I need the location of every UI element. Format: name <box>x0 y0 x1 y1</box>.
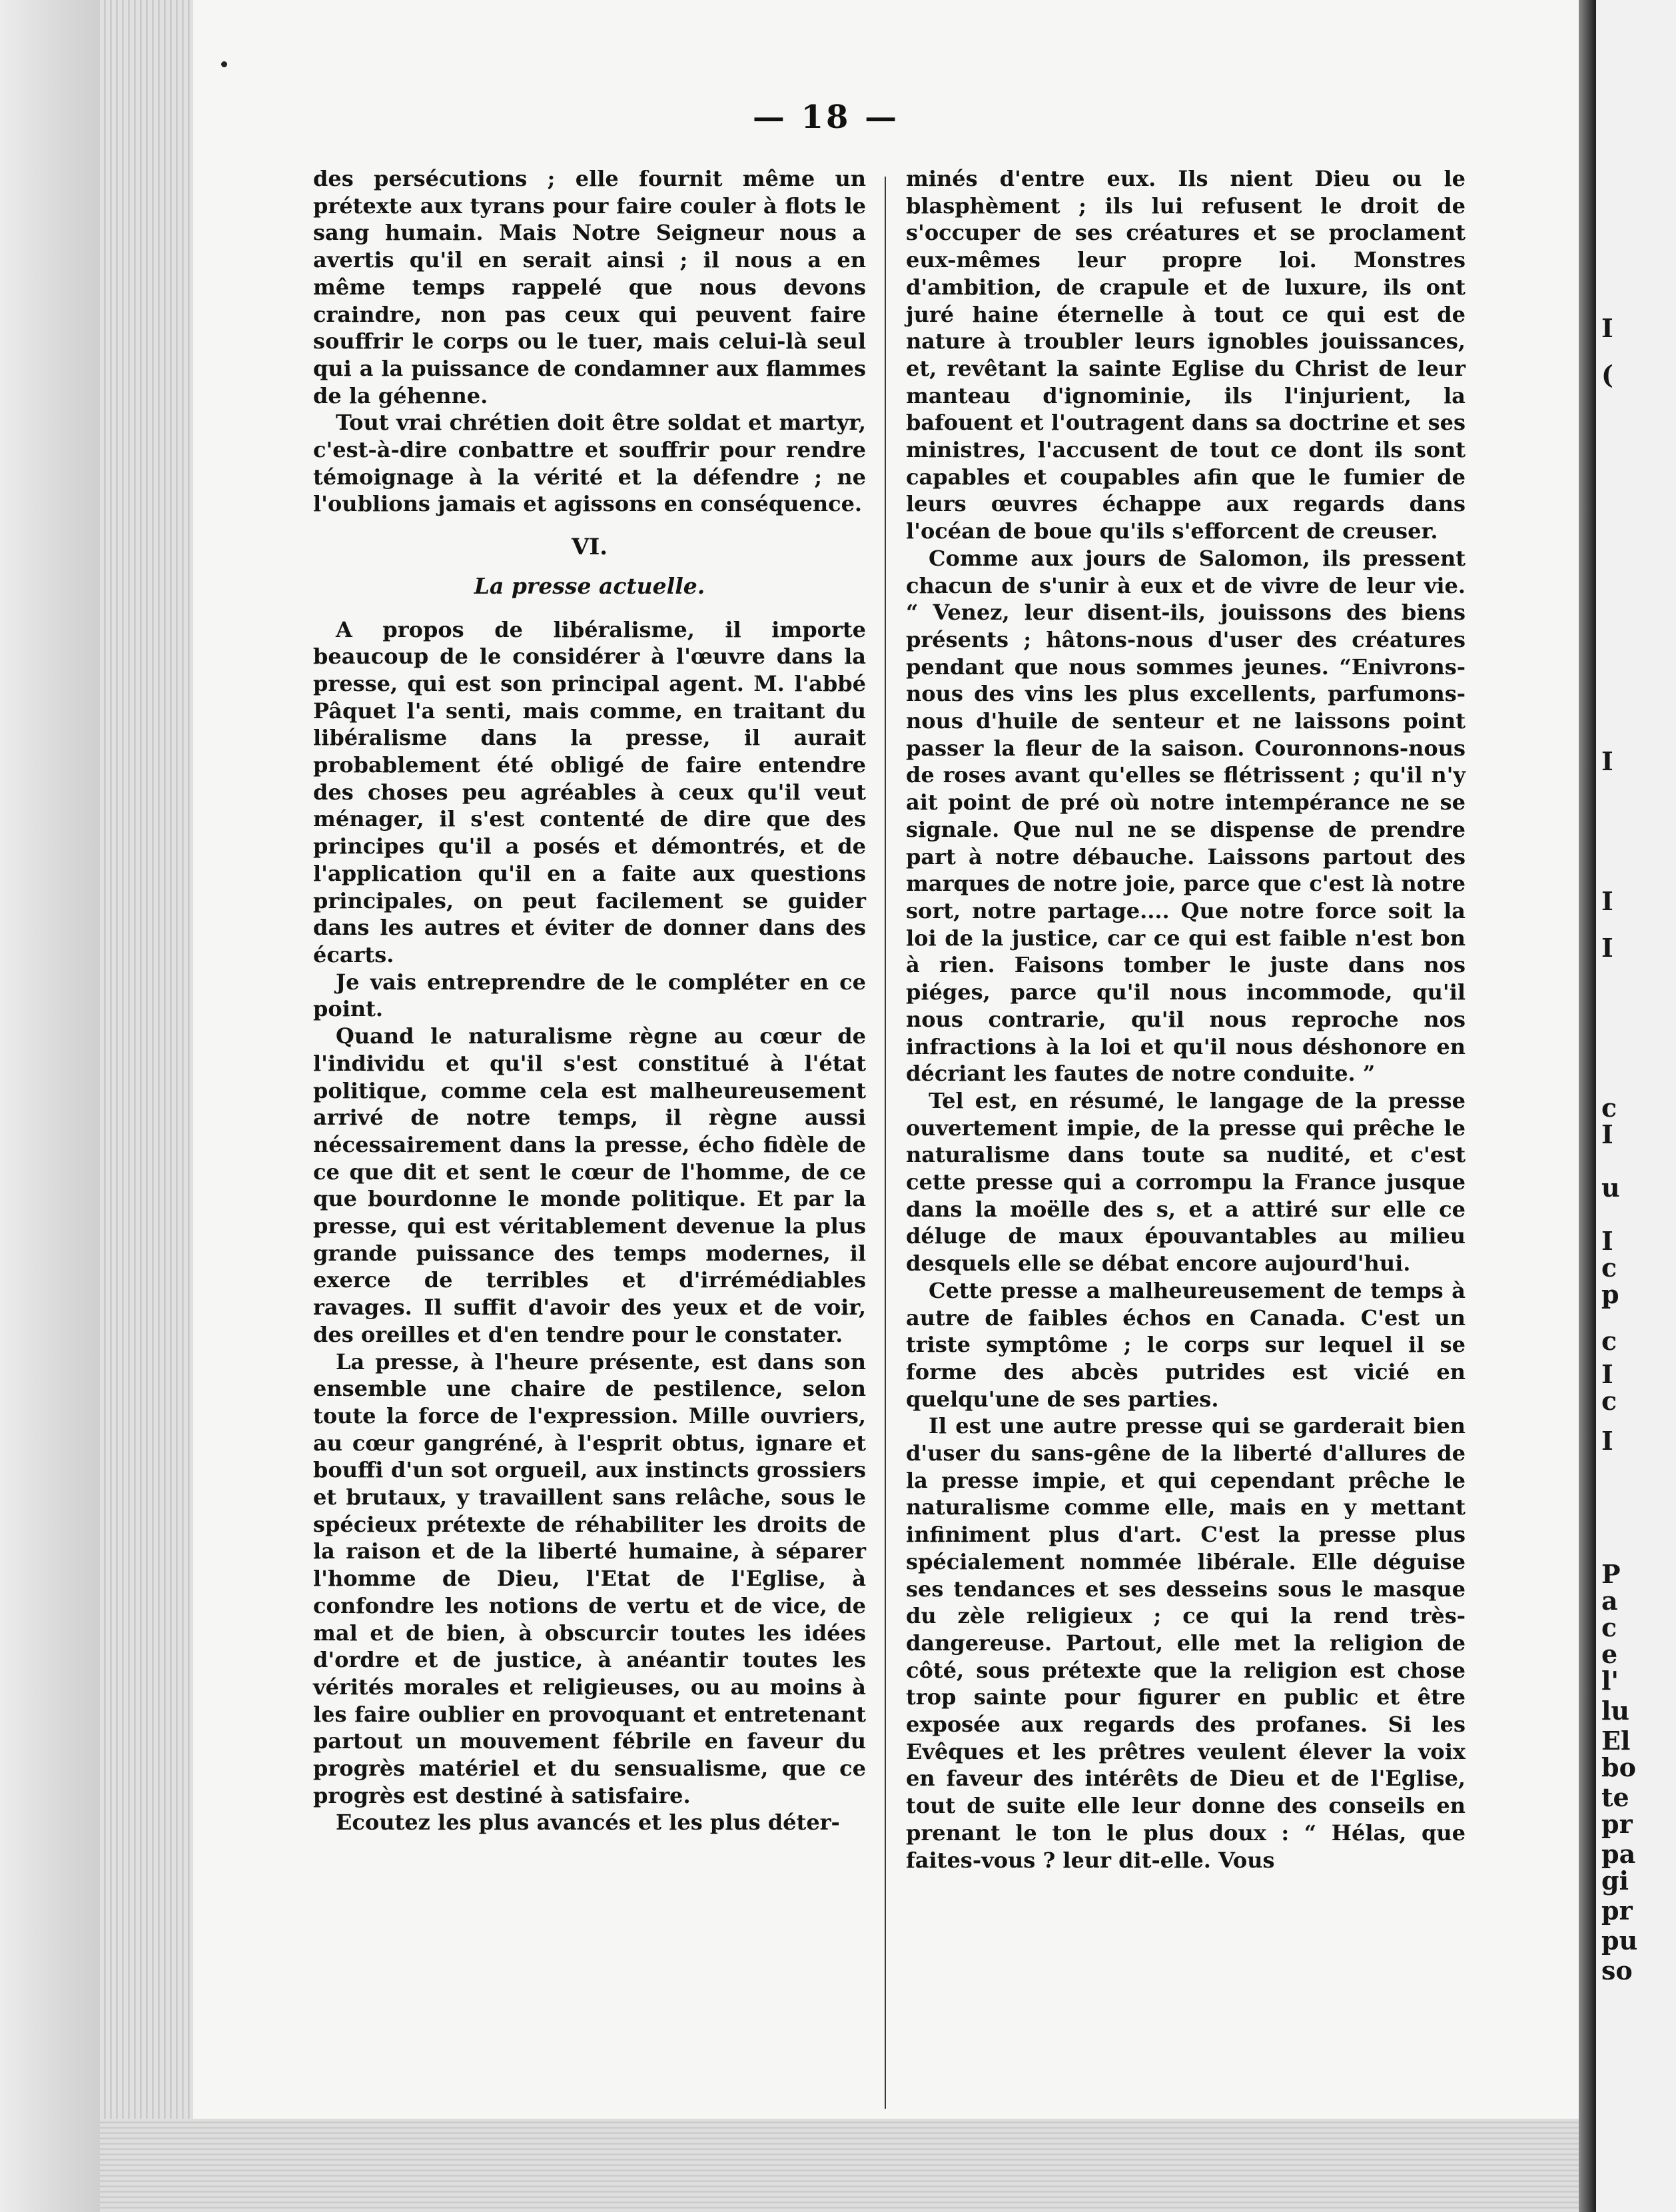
page-number: — 18 — <box>752 99 900 136</box>
fragment-line: l' <box>1601 1666 1619 1696</box>
book-gutter-shadow <box>1579 0 1596 2212</box>
fragment-line: I <box>1601 313 1613 343</box>
fragment-line: c <box>1601 1326 1617 1356</box>
paragraph: Cette presse a malheureusement de temps à autre de faibles échos en Canada. C'est un triste symptôme ; le corps sur lequel il se forme des abcès putrides est vicié en quelqu'une de ses parties. <box>906 1277 1466 1412</box>
fragment-line: p <box>1601 1279 1619 1309</box>
fragment-line: bo <box>1601 1752 1636 1782</box>
paragraph: des persécutions ; elle fournit même un prétexte aux tyrans pour faire couler à flots le sang humain. Mais Notre Seigneur nous a avertis qu'il en serait ainsi ; il nous a en même temps rappelé que nous devons craindre, non pas ceux qui peuvent faire souffrir le corps ou le tuer, mais celui-là seul qui a la puissance de condamner aux flammes de la géhenne. <box>313 166 866 408</box>
fragment-line: El <box>1601 1726 1631 1756</box>
right-column <box>906 165 1466 1874</box>
stacked-page-edges <box>100 0 193 2119</box>
fragment-line: I <box>1601 1226 1613 1256</box>
page-bottom-edges <box>100 2119 1579 2212</box>
fragment-line: ( <box>1601 360 1613 390</box>
fragment-line: lu <box>1601 1696 1630 1726</box>
fragment-line: I <box>1601 746 1613 776</box>
fragment-line: I <box>1601 886 1613 916</box>
paragraph: Comme aux jours de Salomon, ils pressent chacun de s'unir à eux et de vivre de leur vie. “ Venez, leur disent-ils, jouissons des biens présents ; hâtons-nous d'user des créatures pendant que nous sommes jeunes. “Enivrons-nous des vins les plus excellents, parfumons-nous d'huile de senteur et ne laissons point passer la fleur de la saison. Couronnons-nous de roses avant qu'elles se flétrissent ; qu'il n'y ait point de pré où notre intempérance ne se signale. Que nul ne se dispense de prendre part à notre débauche. Laissons partout des marques de notre joie, parce que c'est là notre sort, notre partage.... Que notre force soit la loi de la justice, car ce qui est faible n'est bon à rien. Faisons tomber le juste dans nos piéges, parce qu'il nous incommode, qu'il nous contrarie, qu'il nous reproche nos infractions à la loi et qu'il nous déshonore en décriant les fautes de notre conduite. ” <box>906 545 1466 1087</box>
fragment-line: pr <box>1601 1896 1633 1926</box>
fragment-line: I <box>1601 1426 1613 1456</box>
paragraph: minés d'entre eux. Ils nient Dieu ou le blasphèment ; ils lui refusent le droit de s'occuper de ses créatures et se proclament eux-mêmes leur propre loi. Monstres d'ambition, de crapule et de luxure, ils ont juré haine éternelle à tout ce qui est de nature à troubler leurs ignobles jouissances, et, revêtant la sainte Eglise du Christ de leur manteau d'ignominie, ils l'injurient, la bafouent et l'outragent dans sa doctrine et ses ministres, l'accusent de tout ce dont ils sont capables et coupables afin que le fumier de leurs œuvres échappe aux regards dans l'océan de boue qu'ils s'efforcent de creuser. <box>906 166 1466 544</box>
column-rule <box>885 177 886 2109</box>
fragment-line: u <box>1601 1173 1620 1203</box>
fragment-line: e <box>1601 1639 1618 1669</box>
speck <box>221 61 227 67</box>
paragraph: Ecoutez les plus avancés et les plus déter- <box>336 1810 840 1836</box>
fragment-line: pr <box>1601 1809 1633 1839</box>
fragment-line: so <box>1601 1955 1633 1985</box>
paragraph: La presse, à l'heure présente, est dans son ensemble une chaire de pestilence, selon toute la force de l'expression. Mille ouvriers, au cœur gangréné, à l'esprit obtus, ignare et bouffi d'un sot orgueil, aux instincts grossiers et brutaux, y travaillent sans relâche, sous le spécieux prétexte de réhabiliter les droits de la raison et de la liberté humaine, à séparer l'homme de Dieu, l'Etat de l'Eglise, à confondre les notions de vertu et de vice, de mal et de bien, à obscurcir toutes les idées d'ordre et de justice, à anéantir toutes les vérités morales et religieuses, ou au moins à les faire oublier en provoquant et entretenant partout un mouvement fébrile en faveur du progrès matériel et du sensualisme, que ce progrès est destiné à satisfaire. <box>313 1349 866 1808</box>
paragraph: Quand le naturalisme règne au cœur de l'individu et qu'il s'est constitué à l'état politique, comme cela est malheureusement arrivé de notre temps, il règne aussi nécessairement dans la presse, écho fidèle de ce que dit et sent le cœur de l'homme, de ce que bourdonne le monde politique. Et par la presse, qui est véritablement devenue la plus grande puissance des temps modernes, il exerce de terribles et d'irrémédiables ravages. Il suffit d'avoir des yeux et de voir, des oreilles et d'en tendre pour le constater. <box>313 1023 866 1347</box>
paragraph: Il est une autre presse qui se garderait bien d'user du sans-gêne de la liberté d'allures de la presse impie, et qui cependant prêche le naturalisme comme elle, mais en y mettant infiniment plus d'art. C'est la presse plus spécialement nommée libérale. Elle déguise ses tendances et ses desseins sous le masque du zèle religieux ; ce qui la rend très-dangereuse. Partout, elle met la religion de côté, sous prétexte que la religion est chose trop sainte pour figurer en public et être exposée aux regards des profanes. Si les Evêques et les prêtres veulent élever la voix en faveur des intérêts de Dieu et de l'Eglise, tout de suite elle leur donne des conseils en prenant le ton le plus doux : “ Hélas, que faites-vous ? leur dit-elle. Vous <box>906 1413 1466 1873</box>
fragment-line: c <box>1601 1612 1617 1642</box>
fragment-line: gi <box>1601 1866 1629 1896</box>
fragment-line: pu <box>1601 1926 1638 1955</box>
scan-margin <box>0 0 100 2212</box>
paragraph: Tel est, en résumé, le langage de la presse ouvertement impie, de la presse qui prêche le naturalisme dans toute sa nudité, et c'est cette presse qui a corrompu la France jusque dans la moëlle des s, et a attiré sur elle ce déluge de maux épouvantables au milieu desquels elle se débat encore aujourd'hui. <box>906 1087 1466 1277</box>
fragment-line: c <box>1601 1093 1617 1123</box>
paragraph: Tout vrai chrétien doit être soldat et martyr, c'est-à-dire conbattre et souffrir pour rendre témoignage à la vérité et la défendre ; ne l'oublions jamais et agissons en conséquence. <box>313 410 866 517</box>
fragment-line: c <box>1601 1253 1617 1283</box>
paragraph: Je vais entreprendre de le compléter en ce point. <box>313 969 866 1022</box>
section-title: La presse actuelle. <box>474 572 705 599</box>
fragment-line: te <box>1601 1782 1629 1812</box>
next-page-fragment <box>1596 0 1676 2212</box>
left-column <box>313 165 866 1836</box>
paragraph: A propos de libéralisme, il importe beaucoup de le considérer à l'œuvre dans la presse, qui est son principal agent. M. l'abbé Pâquet l'a senti, mais comme, en traitant du libéralisme dans la presse, il aurait probablement été obligé de faire entendre des choses peu agréables à ceux qu'il veut ménager, il s'est contenté de dire que des principes qu'il a posés et démontrés, et de l'application qu'il en a faite aux questions principales, on peut facilement se guider dans les autres et éviter de donner dans des écarts. <box>313 616 866 967</box>
fragment-line: c <box>1601 1386 1617 1416</box>
fragment-line: P <box>1601 1559 1621 1589</box>
fragment-line: pa <box>1601 1839 1636 1869</box>
fragment-line: a <box>1601 1586 1618 1616</box>
fragment-line: I <box>1601 1359 1613 1389</box>
fragment-line: I <box>1601 1119 1613 1149</box>
section-number: VI. <box>571 534 608 561</box>
fragment-line: I <box>1601 933 1613 963</box>
